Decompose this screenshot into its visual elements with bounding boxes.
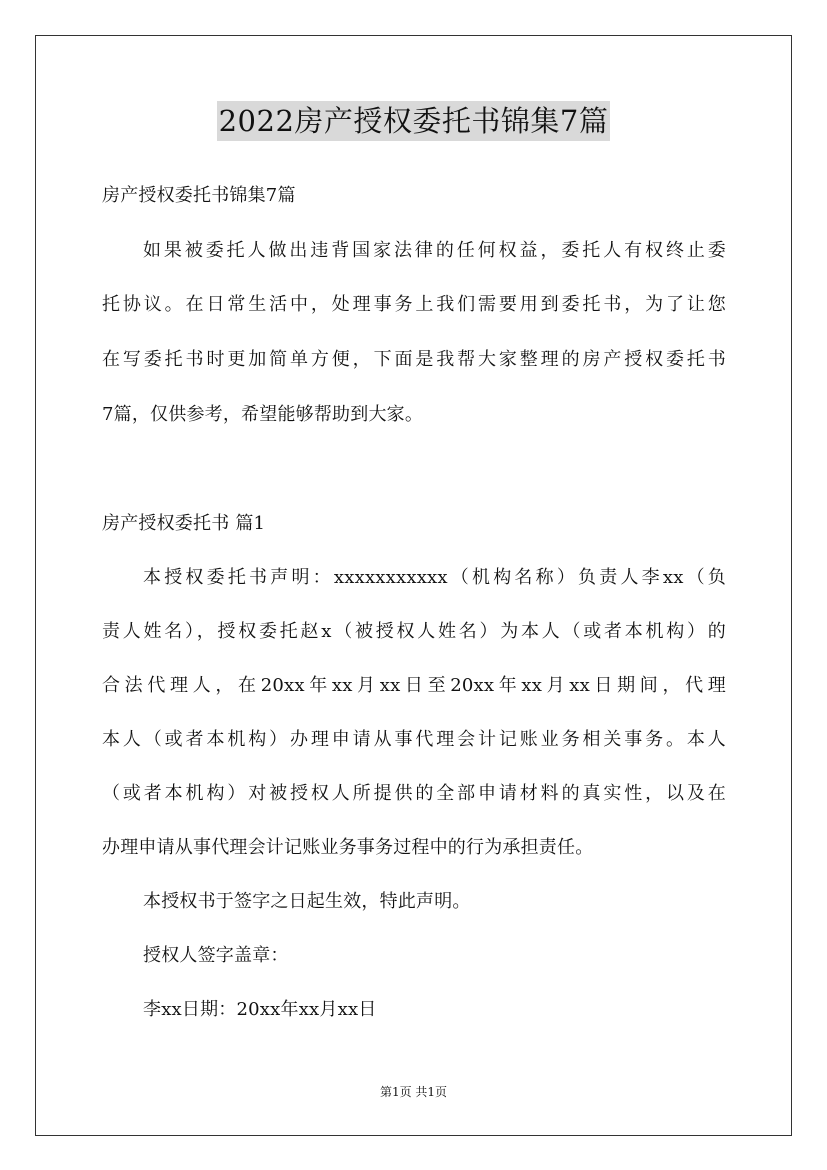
section-line: 责人姓名），授权委托赵x（被授权人姓名）为本人（或者本机构）的 (102, 621, 726, 642)
title-container (0, 101, 827, 141)
intro-line: 7篇，仅供参考，希望能够帮助到大家。 (102, 404, 424, 425)
page-footer: 第1页 共1页 (379, 1085, 448, 1099)
document-subtitle: 房产授权委托书锦集7篇 (102, 185, 296, 206)
section-line: 本授权委托书声明：xxxxxxxxxxx（机构名称）负责人李xx（负 (143, 567, 726, 588)
signature-label: 授权人签字盖章： (143, 945, 289, 966)
section-heading: 房产授权委托书 篇1 (102, 513, 266, 534)
intro-line: 托协议。在日常生活中，处理事务上我们需要用到委托书，为了让您 (102, 294, 726, 315)
effective-statement: 本授权书于签字之日起生效，特此声明。 (143, 891, 471, 912)
section-line: （或者本机构）对被授权人所提供的全部申请材料的真实性，以及在 (102, 783, 726, 804)
section-line: 合法代理人，在20xx年xx月xx日至20xx年xx月xx日期间，代理 (102, 675, 726, 696)
intro-line: 在写委托书时更加简单方便，下面是我帮大家整理的房产授权委托书 (102, 349, 726, 370)
section-line: 办理申请从事代理会计记账业务事务过程中的行为承担责任。 (102, 837, 594, 858)
section-line: 本人（或者本机构）办理申请从事代理会计记账业务相关事务。本人 (102, 729, 726, 750)
signature-date-line: 李xx日期：20xx年xx月xx日 (143, 999, 377, 1020)
intro-line: 如果被委托人做出违背国家法律的任何权益，委托人有权终止委 (143, 240, 726, 261)
document-title: 2022房产授权委托书锦集7篇 (217, 101, 611, 141)
